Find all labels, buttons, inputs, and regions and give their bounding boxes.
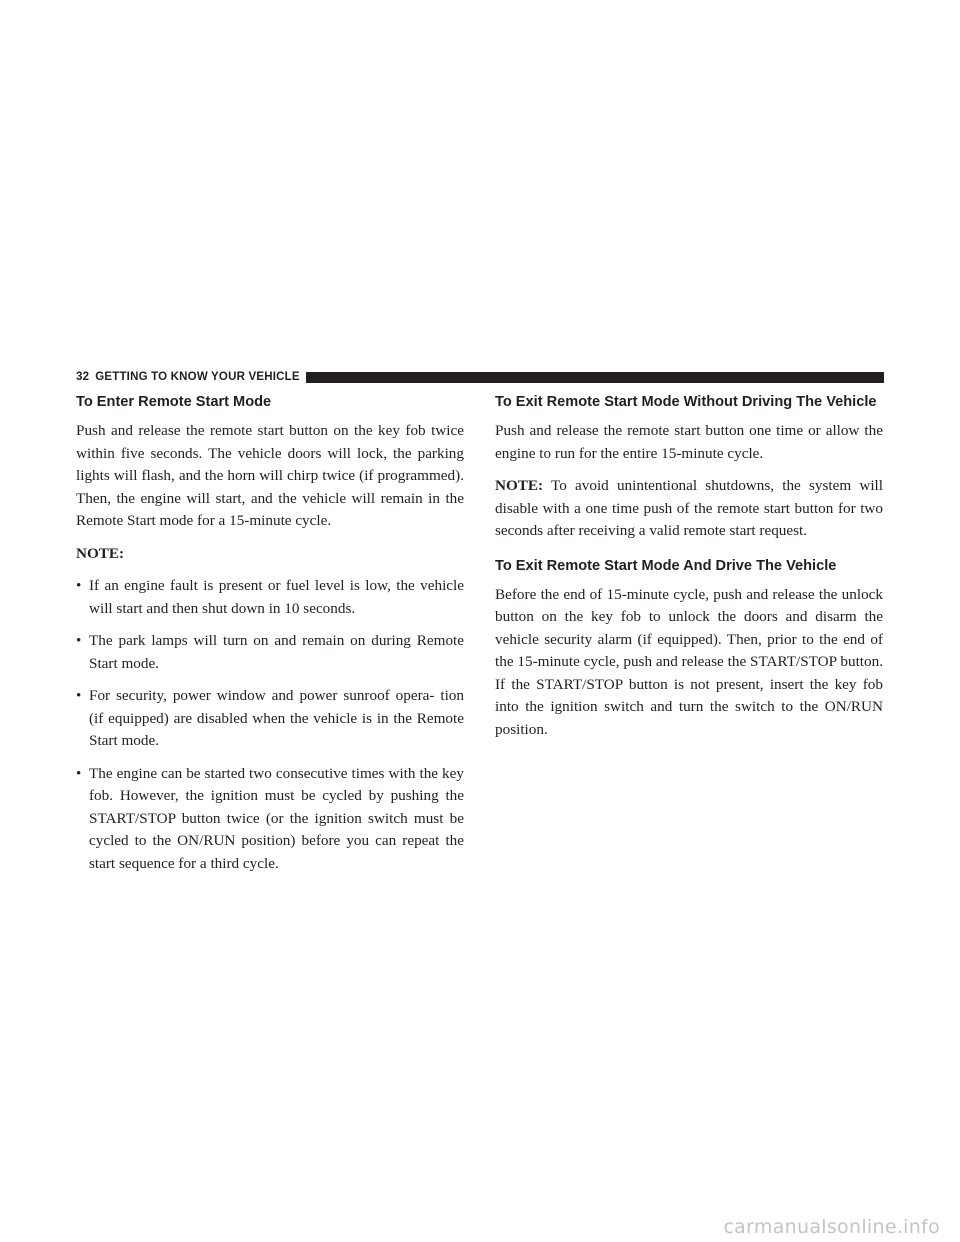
bullet-icon: • bbox=[76, 764, 82, 782]
page-number: 32 bbox=[76, 371, 90, 383]
left-column bbox=[76, 393, 464, 885]
heading-enter-remote-start: To Enter Remote Start Mode bbox=[76, 394, 272, 410]
note-bullet-list bbox=[76, 575, 464, 875]
page-header bbox=[76, 369, 884, 385]
list-item bbox=[76, 763, 464, 876]
paragraph-exit-without-driving: Push and release the remote start button one time or allow the engine to run for the entire 15-minute cycle. bbox=[495, 422, 883, 462]
list-item bbox=[76, 630, 464, 675]
list-item-text: For security, power window and power sunroof opera- tion (if equipped) are disabled when the vehicle is in the Remote Start mode. bbox=[89, 687, 464, 749]
note-label: NOTE: bbox=[76, 544, 125, 562]
heading-exit-without-driving: To Exit Remote Start Mode Without Driving The Vehicle bbox=[495, 394, 877, 410]
right-column bbox=[495, 393, 883, 751]
list-item-text: The park lamps will turn on and remain on during Remote Start mode. bbox=[89, 632, 464, 672]
list-item-text: If an engine fault is present or fuel level is low, the vehicle will start and then shut down in 10 seconds. bbox=[89, 577, 464, 617]
note-paragraph bbox=[495, 475, 883, 543]
list-item bbox=[76, 575, 464, 620]
note-label: NOTE: bbox=[495, 477, 544, 494]
header-rule bbox=[306, 372, 884, 383]
heading-exit-and-drive: To Exit Remote Start Mode And Drive The Vehicle bbox=[495, 557, 837, 574]
bullet-icon: • bbox=[76, 687, 82, 704]
list-item-text: The engine can be started two consecutive times with the key fob. However, the ignition must be cycled by pushing the START/STOP button twice (or the ignition switch must be cycled to the ON/RUN position) before you can repeat the start sequence for a third cycle. bbox=[89, 764, 464, 872]
section-title: GETTING TO KNOW YOUR VEHICLE bbox=[95, 371, 300, 383]
paragraph-exit-and-drive: Before the end of 15-minute cycle, push and release the unlock button on the key fob to unlock the doors and disarm the vehicle security alarm (if equipped). Then, prior to the end of the 15-minute cycle, push and release the START/STOP button. If the START/STOP button is not present, insert the key fob into the ignition switch and turn the switch to the ON/RUN position. bbox=[495, 585, 883, 738]
bullet-icon: • bbox=[76, 632, 82, 649]
watermark: carmanualsonline.info bbox=[723, 1216, 940, 1238]
paragraph-enter-intro: Push and release the remote start button on the key fob twice within five seconds. The vehicle doors will lock, the parking lights will flash, and the horn will chirp twice (if programmed). Then, the engine will start, and the vehicle will remain in the Remote Start mode for a 15-minute cycle. bbox=[76, 422, 464, 529]
list-item bbox=[76, 685, 464, 753]
note-text: To avoid unintentional shutdowns, the system will disable with a one time push of the remote start button for two seconds after receiving a valid remote start request. bbox=[495, 477, 883, 539]
bullet-icon: • bbox=[76, 577, 82, 594]
